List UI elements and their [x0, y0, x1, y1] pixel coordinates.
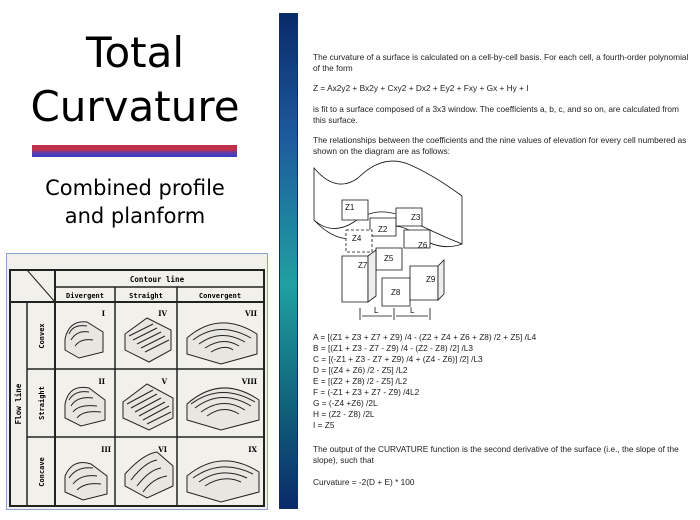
subtitle-line-2: and planform — [64, 204, 206, 228]
label-z7: Z7 — [358, 261, 368, 270]
row-header-concave: Concave — [38, 457, 46, 487]
formula-D: D = [(Z4 + Z6) /2 - Z5] /L2 — [313, 365, 408, 375]
formula-F: F = (-Z1 + Z3 + Z7 - Z9) /4L2 — [313, 387, 420, 397]
numeral-VI: VI — [158, 445, 167, 454]
title-underline-bar — [32, 145, 237, 157]
label-z6: Z6 — [418, 241, 428, 250]
corner-diagonal — [27, 270, 55, 302]
label-L-1: L — [374, 306, 379, 315]
sketch-convex-divergent — [65, 322, 103, 358]
col-header-divergent: Divergent — [66, 292, 104, 300]
flow-line-header: Flow line — [14, 383, 23, 425]
numeral-II: II — [98, 377, 105, 386]
numeral-VII: VII — [245, 309, 257, 318]
label-z8: Z8 — [391, 288, 401, 297]
numeral-I: I — [101, 309, 105, 318]
numeral-IV: IV — [158, 309, 167, 318]
sketch-concave-divergent — [65, 463, 107, 501]
classification-table — [7, 254, 267, 509]
formula-G: G = (-Z4 +Z6) /2L — [313, 398, 378, 408]
row-header-convex: Convex — [38, 323, 46, 349]
vertical-divider-bar — [279, 13, 298, 509]
formula-A: A = [(Z1 + Z3 + Z7 + Z9) /4 - (Z2 + Z4 + Z6 + Z8) /2 + Z5] /L4 — [313, 332, 537, 342]
sketch-convex-convergent — [187, 323, 257, 364]
label-L-2: L — [410, 306, 415, 315]
col-header-straight: Straight — [129, 292, 163, 300]
sketch-straight-straight — [123, 384, 173, 430]
title-line-1: Total — [85, 28, 185, 77]
label-z5: Z5 — [384, 254, 394, 263]
numeral-IX: IX — [248, 445, 257, 454]
sketch-straight-divergent — [65, 387, 105, 426]
label-z4: Z4 — [352, 234, 362, 243]
window-paragraph: is fit to a surface composed of a 3x3 window. The coefficients a, b, c, and so on, are calculated from this surface. — [313, 104, 679, 125]
sketch-convex-straight — [125, 318, 171, 362]
numeral-VIII: VIII — [241, 377, 257, 386]
numeral-III: III — [101, 445, 111, 454]
sketch-concave-straight — [125, 452, 173, 498]
formula-H: H = (Z2 - Z8) /2L — [313, 409, 375, 419]
row-header-straight: Straight — [38, 386, 46, 420]
contour-line-header: Contour line — [129, 275, 185, 284]
relationships-paragraph: The relationships between the coefficients and the nine values of elevation for every cell numbered as shown on the diagram are as follows: — [313, 135, 687, 156]
sketch-straight-convergent — [187, 388, 259, 430]
formula-I: I = Z5 — [313, 420, 335, 430]
curvature-classification-figure — [6, 253, 268, 510]
title-line-2: Curvature — [30, 82, 240, 131]
intro-paragraph: The curvature of a surface is calculated on a cell-by-cell basis. For each cell, a fourth-order polynomial of the form — [313, 52, 689, 73]
subtitle-line-1: Combined profile — [45, 176, 225, 200]
formula-C: C = [(-Z1 + Z3 - Z7 + Z9) /4 + (Z4 - Z6)] /2] /L3 — [313, 354, 483, 364]
elevation-window-diagram — [312, 160, 472, 326]
sketch-concave-convergent — [187, 461, 259, 502]
label-z9: Z9 — [426, 275, 436, 284]
label-z2: Z2 — [378, 225, 388, 234]
label-z3: Z3 — [411, 213, 421, 222]
col-header-convergent: Convergent — [198, 292, 242, 300]
polynomial-equation: Z = Ax2y2 + Bx2y + Cxy2 + Dx2 + Ey2 + Fxy + Gx + Hy + I — [313, 83, 529, 93]
numeral-V: V — [161, 377, 167, 386]
landform-sketches — [65, 318, 259, 502]
diagram-lines — [314, 161, 462, 320]
formula-E: E = [(Z2 + Z8) /2 - Z5] /L2 — [313, 376, 408, 386]
curvature-formula: Curvature = -2(D + E) * 100 — [313, 477, 415, 487]
formula-B: B = [(Z1 + Z3 - Z7 - Z9) /4 - (Z2 - Z8) /2] /L3 — [313, 343, 473, 353]
label-z1: Z1 — [345, 203, 355, 212]
output-paragraph: The output of the CURVATURE function is the second derivative of the surface (i.e., the slope of the slope), such that — [313, 444, 679, 465]
